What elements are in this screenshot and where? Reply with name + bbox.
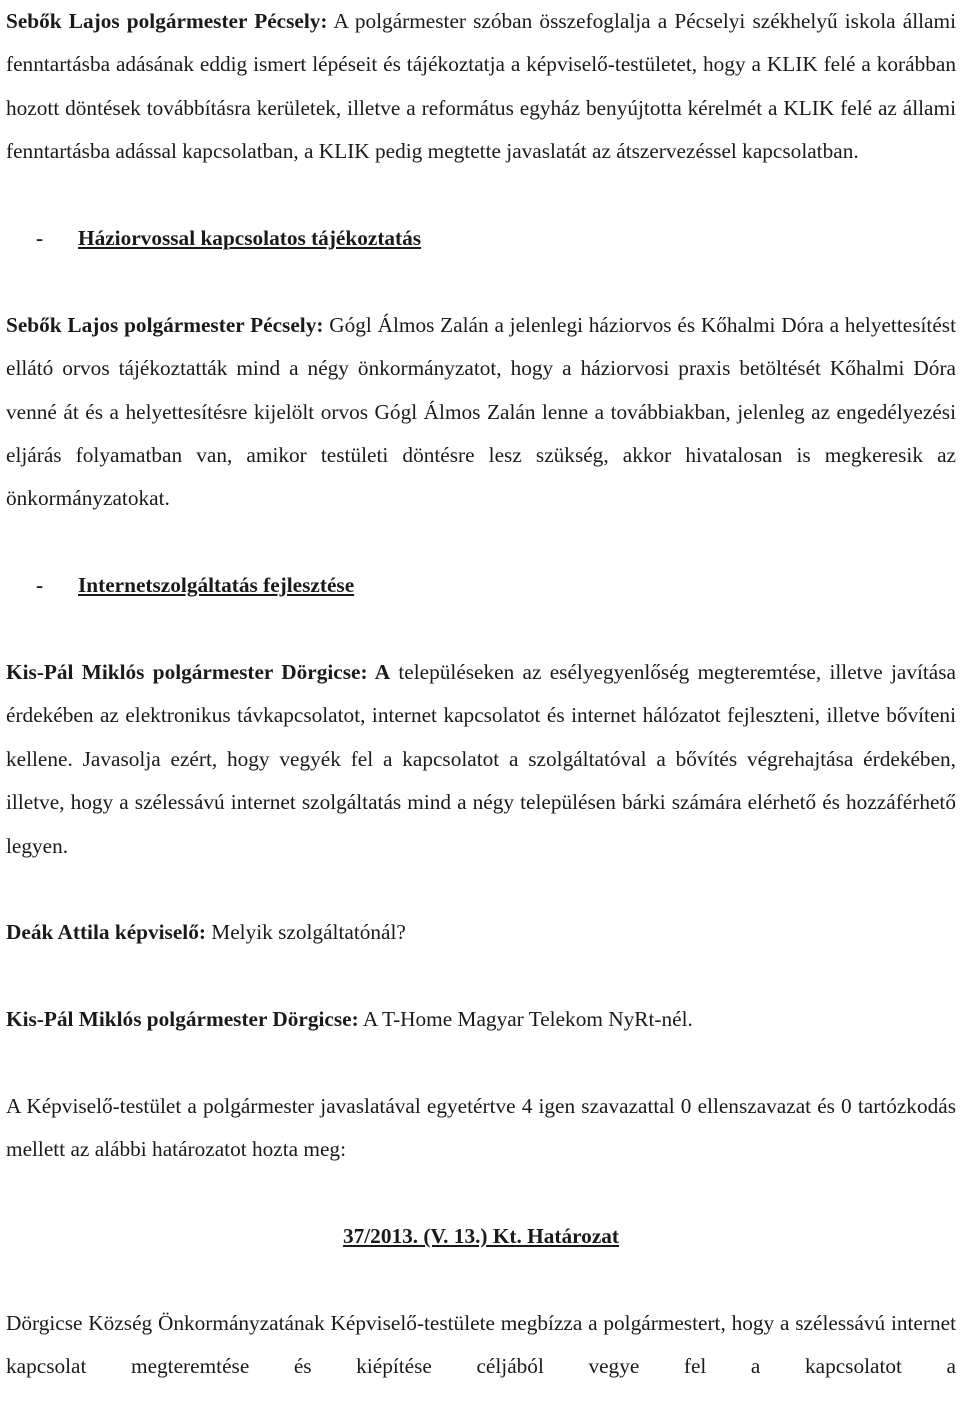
- spacer: [6, 260, 956, 303]
- speaker-label: Kis-Pál Miklós polgármester Dörgicse:: [6, 1007, 359, 1032]
- resolution-title: 37/2013. (V. 13.) Kt. Határozat: [342, 1224, 620, 1249]
- spacer: [6, 174, 956, 217]
- spacer: [6, 608, 956, 651]
- paragraph-question: [6, 911, 956, 954]
- heading-title: Háziorvossal kapcsolatos tájékoztatás: [78, 226, 422, 251]
- paragraph-text: Gógl Álmos Zalán a jelenlegi háziorvos és Kőhalmi Dóra a helyettesítést ellátó orvos tájékoztatták mind a négy önkormányzatot, hogy a háziorvosi praxis betöltését Kőhalmi Dóra venné át és a helyettesítésre kijelölt orvos Gógl Álmos Zalán lenne a továbbiakban, jelenleg az engedélyezési eljárás folyamatban van, amikor testületi döntésre lesz szükség, akkor hivatalosan is megkeresik az önkormányzatokat.: [6, 312, 956, 511]
- speaker-label: Sebők Lajos polgármester Pécsely:: [6, 9, 328, 33]
- paragraph-school-takeover: [6, 0, 956, 174]
- section-heading-gp: [6, 217, 956, 260]
- paragraph-gp-info: [6, 304, 956, 521]
- paragraph-text: településeken az esélyegyenlőség megteremtése, illetve javítása érdekében az elektronikus távkapcsolatot, internet kapcsolatot és internet hálózatot fejleszteni, illetve bővíteni kellene. Javasolja ezért, hogy vegyék fel a kapcsolatot a szolgáltatóval a bővítés végrehajtása érdekében, illetve, hogy a szélessávú internet szolgáltatás mind a négy településen bárki számára elérhető és hozzáférhető legyen.: [6, 660, 956, 858]
- spacer: [6, 955, 956, 998]
- section-heading-internet: [6, 564, 956, 607]
- spacer: [6, 521, 956, 564]
- heading-dash: -: [36, 573, 44, 598]
- spacer: [6, 1172, 956, 1215]
- spacer: [6, 1259, 956, 1302]
- spacer: [6, 1042, 956, 1085]
- paragraph-text: A polgármester szóban összefoglalja a Pécselyi székhelyű iskola állami fenntartásba adásának eddig ismert lépéseit és tájékoztatja a képviselő-testületet, hogy a KLIK felé a korábban hozott döntések továbbításra kerületek, illetve a református egyház benyújtotta kérelmét a KLIK felé az állami fenntartásba adással kapcsolatban, a KLIK pedig megtette javaslatát az átszervezéssel kapcsolatban.: [6, 9, 956, 164]
- heading-dash: -: [36, 226, 44, 251]
- speaker-label: Deák Attila képviselő:: [6, 920, 206, 945]
- paragraph-text: Melyik szolgáltatónál?: [205, 920, 406, 945]
- speaker-label: Sebők Lajos polgármester Pécsely:: [6, 312, 324, 337]
- paragraph-resolution-body: Dörgicse Község Önkormányzatának Képviselő-testülete megbízza a polgármestert, hogy a szélessávú internet kapcsolat megteremtése és kiépítése céljából vegye fel a kapcsolatot a: [6, 1311, 956, 1379]
- paragraph-answer: [6, 998, 956, 1041]
- paragraph-vote: A Képviselő-testület a polgármester javaslatával egyetértve 4 igen szavazattal 0 ellenszavazat és 0 tartózkodás mellett az alábbi határozatot hozta meg:: [6, 1094, 956, 1162]
- heading-title: Internetszolgáltatás fejlesztése: [78, 573, 355, 598]
- paragraph-internet-proposal: [6, 651, 956, 868]
- spacer: [6, 868, 956, 911]
- speaker-label: Kis-Pál Miklós polgármester Dörgicse: A: [6, 660, 391, 685]
- paragraph-text: A T-Home Magyar Telekom NyRt-nél.: [358, 1007, 693, 1032]
